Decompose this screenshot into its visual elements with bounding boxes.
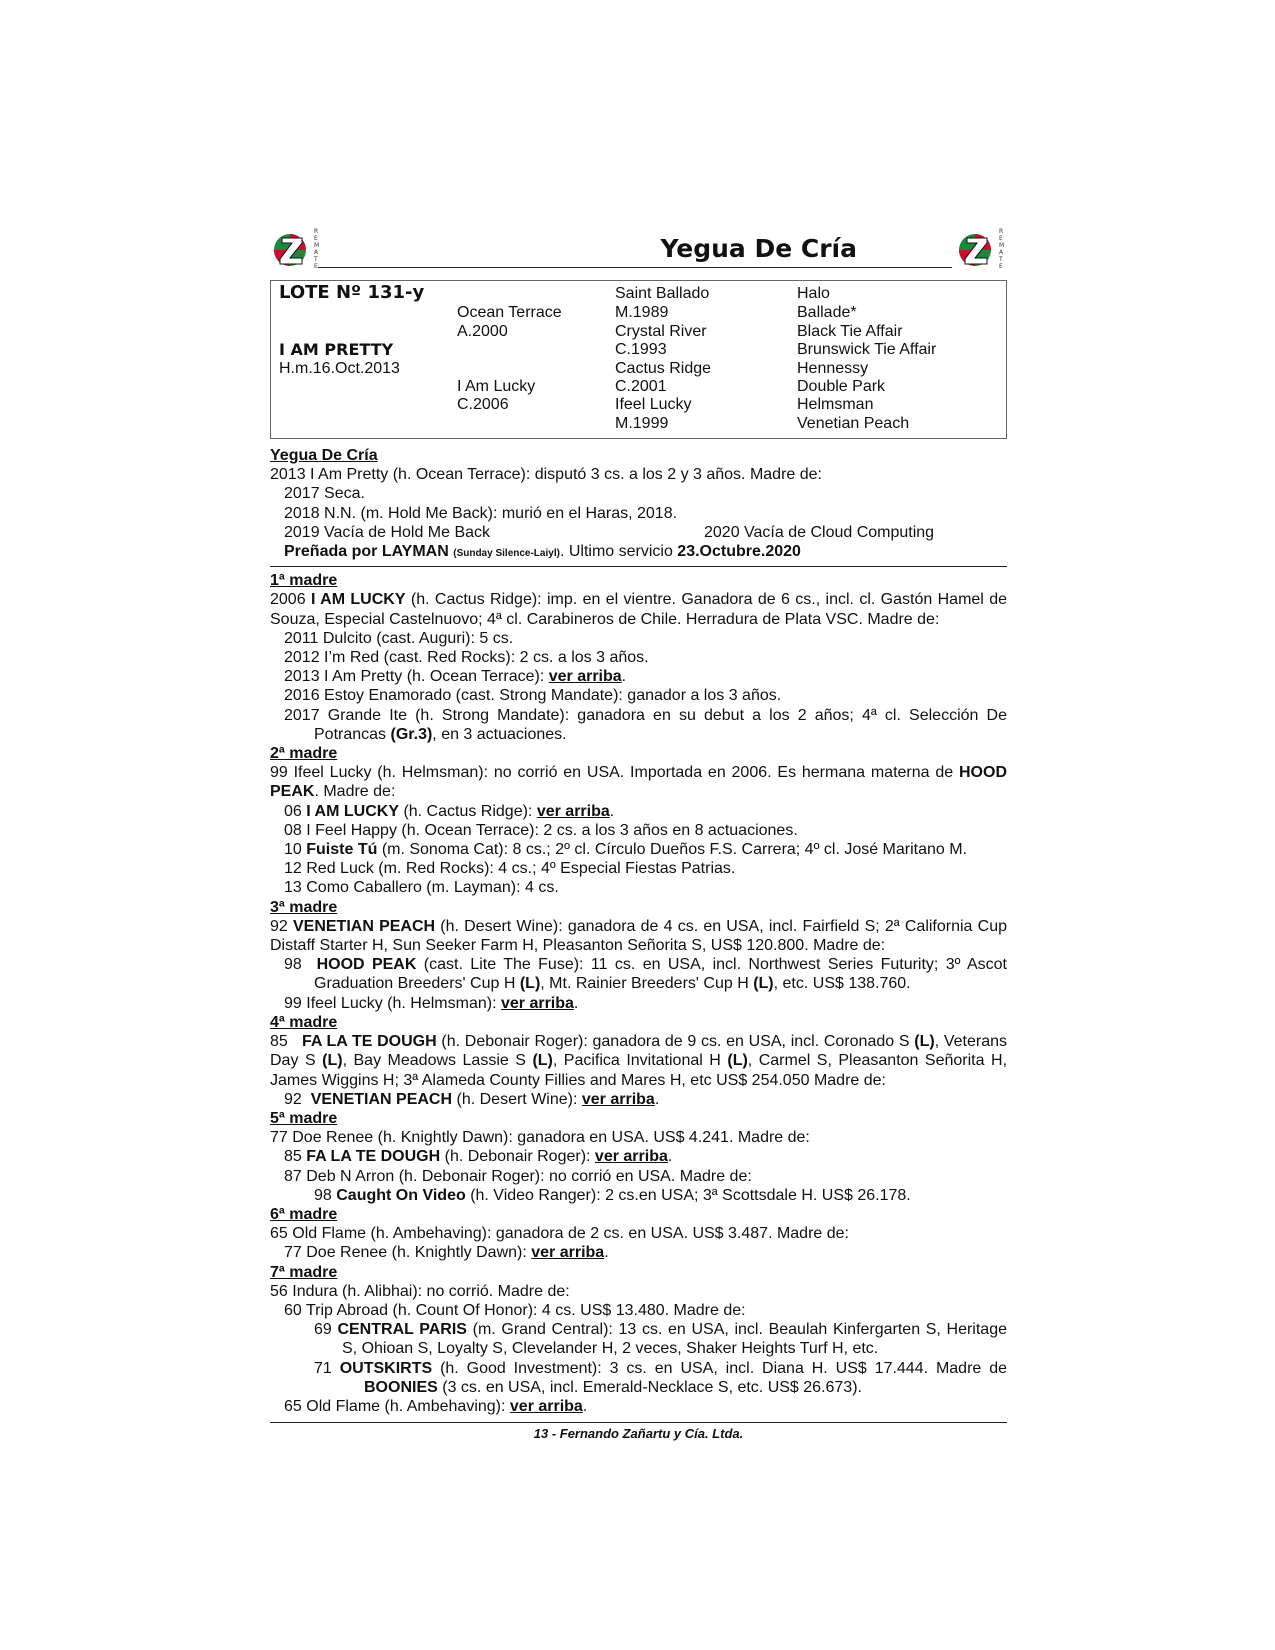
ver-arriba-link[interactable]: ver arriba (536, 802, 610, 820)
produce-item: 87 Deb N Arron (h. Debonair Roger): no corrió en USA. Madre de: (284, 1167, 752, 1185)
catalog-body (270, 446, 1007, 1416)
gen4-name: Helmsman (797, 396, 874, 413)
gen3-year: M.1999 (615, 415, 669, 432)
produce-item: 2011 Dulcito (cast. Auguri): 5 cs. (284, 629, 514, 647)
pregnancy-prefix: Preñada por (284, 543, 378, 561)
section-heading: Yegua De Cría (270, 447, 378, 464)
svg-text:R: R (314, 228, 319, 235)
dam-description: 56 Indura (h. Alibhai): no corrió. Madre de: (270, 1282, 570, 1300)
pregnancy-sire: LAYMAN (381, 543, 449, 561)
svg-text:E: E (999, 235, 1003, 242)
produce-item: 06 I AM LUCKY (h. Cactus Ridge): ver arriba. (284, 802, 615, 820)
svg-text:A: A (999, 249, 1004, 256)
ver-arriba-link[interactable]: ver arriba (500, 994, 574, 1012)
dam-description: 2006 I AM LUCKY (h. Cactus Ridge): imp. en el vientre. Ganadora de 6 cs., incl. cl. Gastón Hamel de Souza, Especial Castelnuovo; 4ª cl. Carabineros de Chile. Herradura de Plata VSC. Madre de: (270, 591, 1007, 628)
pedigree-box (270, 280, 1007, 439)
sire-year: A.2000 (457, 323, 508, 340)
produce-item: 85 FA LA TE DOUGH (h. Debonair Roger): ver arriba. (284, 1148, 673, 1166)
pregnancy-sire-pedigree: (Sunday Silence-Laiyl) (453, 548, 560, 560)
gen4-name: Venetian Peach (797, 415, 910, 432)
gen3-name: Ifeel Lucky (615, 396, 692, 413)
gen3-year: C.1993 (615, 341, 667, 358)
ver-arriba-link[interactable]: ver arriba (581, 1090, 655, 1108)
svg-text:M: M (999, 242, 1005, 249)
ver-arriba-link[interactable]: ver arriba (594, 1148, 668, 1166)
produce-item: 98 HOOD PEAK (cast. Lite The Fuse): 11 cs. en USA, incl. Northwest Series Futurity; 3º Ascot Graduation Breeders' Cup H (L), Mt. Rainier Breeders' Cup H (L), etc. US$ 138.760. (284, 956, 1007, 993)
gen3-name: Saint Ballado (615, 285, 710, 302)
remates-logo-right (955, 226, 1007, 272)
produce-item: 69 CENTRAL PARIS (m. Grand Central): 13 cs. en USA, incl. Beaulah Kinfergarten S, Heritage S, Ohioan S, Loyalty S, Clevelander H, 2 veces, Shaker Heights Turf H, etc. (314, 1321, 1007, 1358)
produce-item: 77 Doe Renee (h. Knightly Dawn): ver arriba. (284, 1244, 609, 1262)
last-service-label: . Ultimo servicio (559, 543, 673, 561)
gen4-name: Hennessy (797, 360, 869, 377)
gen4-name: Double Park (797, 378, 886, 395)
svg-text:E: E (314, 235, 318, 242)
dam-year: C.2006 (457, 396, 509, 413)
produce-item: 2016 Estoy Enamorado (cast. Strong Mandate): ganador a los 3 años. (284, 687, 782, 705)
produce-left: 2019 Vacía de Hold Me Back (284, 523, 491, 541)
gen4-name: Halo (797, 285, 830, 302)
produce-item: 71 OUTSKIRTS (h. Good Investment): 3 cs. en USA, incl. Diana H. US$ 17.444. Madre de BOONIES (3 cs. en USA, incl. Emerald-Necklace S, etc. US$ 26.673). (314, 1359, 1007, 1396)
dam-description: 85 FA LA TE DOUGH (h. Debonair Roger): ganadora de 9 cs. en USA, incl. Coronado S (L), Veterans Day S (L), Bay Meadows Lassie S (L), Pacifica Invitational H (L), Carmel S, Pleasanton Señorita H, James Wiggins H; 3ª Alameda County Fillies and Mares H, etc US$ 254.050 Madre de: (270, 1033, 1008, 1089)
dam-description: 92 VENETIAN PEACH (h. Desert Wine): ganadora de 4 cs. en USA, incl. Fairfield S; 2ª California Cup Distaff Starter H, Sun Seeker Farm H, Pleasanton Señorita S, US$ 120.800. Madre de: (270, 917, 1007, 955)
produce-item: 98 Caught On Video (h. Video Ranger): 2 cs.en USA; 3ª Scottsdale H. US$ 26.178. (314, 1186, 911, 1204)
produce-item: 2017 Seca. (284, 485, 365, 503)
svg-text:T: T (314, 256, 318, 263)
produce-item: 65 Old Flame (h. Ambehaving): ver arriba. (284, 1397, 588, 1415)
produce-item: 13 Como Caballero (m. Layman): 4 cs. (284, 879, 559, 897)
horse-info: H.m.16.Oct.2013 (279, 360, 400, 377)
remates-logo-left (270, 226, 322, 272)
gen4-name: Black Tie Affair (797, 323, 903, 340)
dam-description: 77 Doe Renee (h. Knightly Dawn): ganadora en USA. US$ 4.241. Madre de: (270, 1129, 810, 1147)
header-rule (318, 267, 952, 268)
svg-text:E: E (314, 263, 318, 270)
page-header (270, 222, 1007, 272)
ver-arriba-link[interactable]: ver arriba (509, 1397, 583, 1415)
page-footer: 13 - Fernando Zañartu y Cía. Ltda. (533, 1426, 744, 1442)
produce-item: 60 Trip Abroad (h. Count Of Honor): 4 cs. US$ 13.480. Madre de: (284, 1301, 746, 1319)
section-heading: 4ª madre (270, 1013, 338, 1031)
page-title: Yegua De Cría (660, 234, 857, 263)
produce-item: 99 Ifeel Lucky (h. Helmsman): ver arriba. (284, 994, 579, 1012)
svg-text:A: A (314, 249, 319, 256)
dam-description: 65 Old Flame (h. Ambehaving): ganadora de 2 cs. en USA. US$ 3.487. Madre de: (270, 1225, 849, 1243)
pregnancy-line (270, 542, 1007, 563)
gen3-name: Cactus Ridge (615, 360, 712, 377)
svg-text:M: M (314, 242, 320, 249)
section-heading: 5ª madre (270, 1109, 338, 1127)
produce-item: 10 Fuiste Tú (m. Sonoma Cat): 8 cs.; 2º cl. Círculo Dueños F.S. Carrera; 4º cl. José Maritano M. (284, 841, 968, 859)
gen3-name: Crystal River (615, 323, 707, 340)
produce-item: 2012 I’m Red (cast. Red Rocks): 2 cs. a los 3 años. (284, 649, 649, 667)
produce-item: 2018 N.N. (m. Hold Me Back): murió en el Haras, 2018. (284, 504, 678, 522)
sire-name: Ocean Terrace (457, 304, 562, 321)
horse-name: I AM PRETTY (279, 340, 394, 359)
lot-number: LOTE Nº 131-y (279, 282, 425, 303)
svg-text:T: T (999, 256, 1003, 263)
dam-name: I Am Lucky (457, 378, 536, 395)
section-divider (270, 566, 1007, 567)
produce-item: 08 I Feel Happy (h. Ocean Terrace): 2 cs. a los 3 años en 8 actuaciones. (284, 821, 798, 839)
section-heading: 6ª madre (270, 1205, 338, 1223)
ver-arriba-link[interactable]: ver arriba (531, 1244, 605, 1262)
catalog-page (270, 222, 1007, 1441)
produce-item: 12 Red Luck (m. Red Rocks): 4 cs.; 4º Especial Fiestas Patrias. (284, 860, 736, 878)
section-heading: 1ª madre (270, 572, 338, 590)
gen3-year: C.2001 (615, 378, 667, 395)
section-heading: 2ª madre (270, 745, 338, 763)
svg-text:E: E (999, 263, 1003, 270)
footer-rule (270, 1422, 1007, 1423)
produce-item: 2017 Grande Ite (h. Strong Mandate): ganadora en su debut a los 2 años; 4ª cl. Selección De Potrancas (Gr.3), en 3 actuaciones. (284, 706, 1007, 743)
ver-arriba-link[interactable]: ver arriba (548, 668, 622, 686)
section-heading: 7ª madre (270, 1263, 338, 1281)
last-service-date: 23.Octubre.2020 (677, 543, 801, 561)
dam-description: 99 Ifeel Lucky (h. Helmsman): no corrió en USA. Importada en 2006. Es hermana materna de HOOD PEAK. Madre de: (270, 764, 1007, 801)
produce-item: 92 VENETIAN PEACH (h. Desert Wine): ver arriba. (284, 1090, 660, 1108)
broodmare-intro: 2013 I Am Pretty (h. Ocean Terrace): disputó 3 cs. a los 2 y 3 años. Madre de: (270, 466, 822, 484)
gen4-name: Ballade* (797, 304, 857, 321)
produce-item (270, 523, 1007, 542)
gen4-name: Brunswick Tie Affair (797, 341, 937, 358)
gen3-year: M.1989 (615, 304, 669, 321)
produce-item: 2013 I Am Pretty (h. Ocean Terrace): ver arriba. (284, 668, 627, 686)
section-heading: 3ª madre (270, 898, 338, 916)
svg-text:R: R (999, 228, 1004, 235)
produce-right: 2020 Vacía de Cloud Computing (704, 523, 935, 541)
